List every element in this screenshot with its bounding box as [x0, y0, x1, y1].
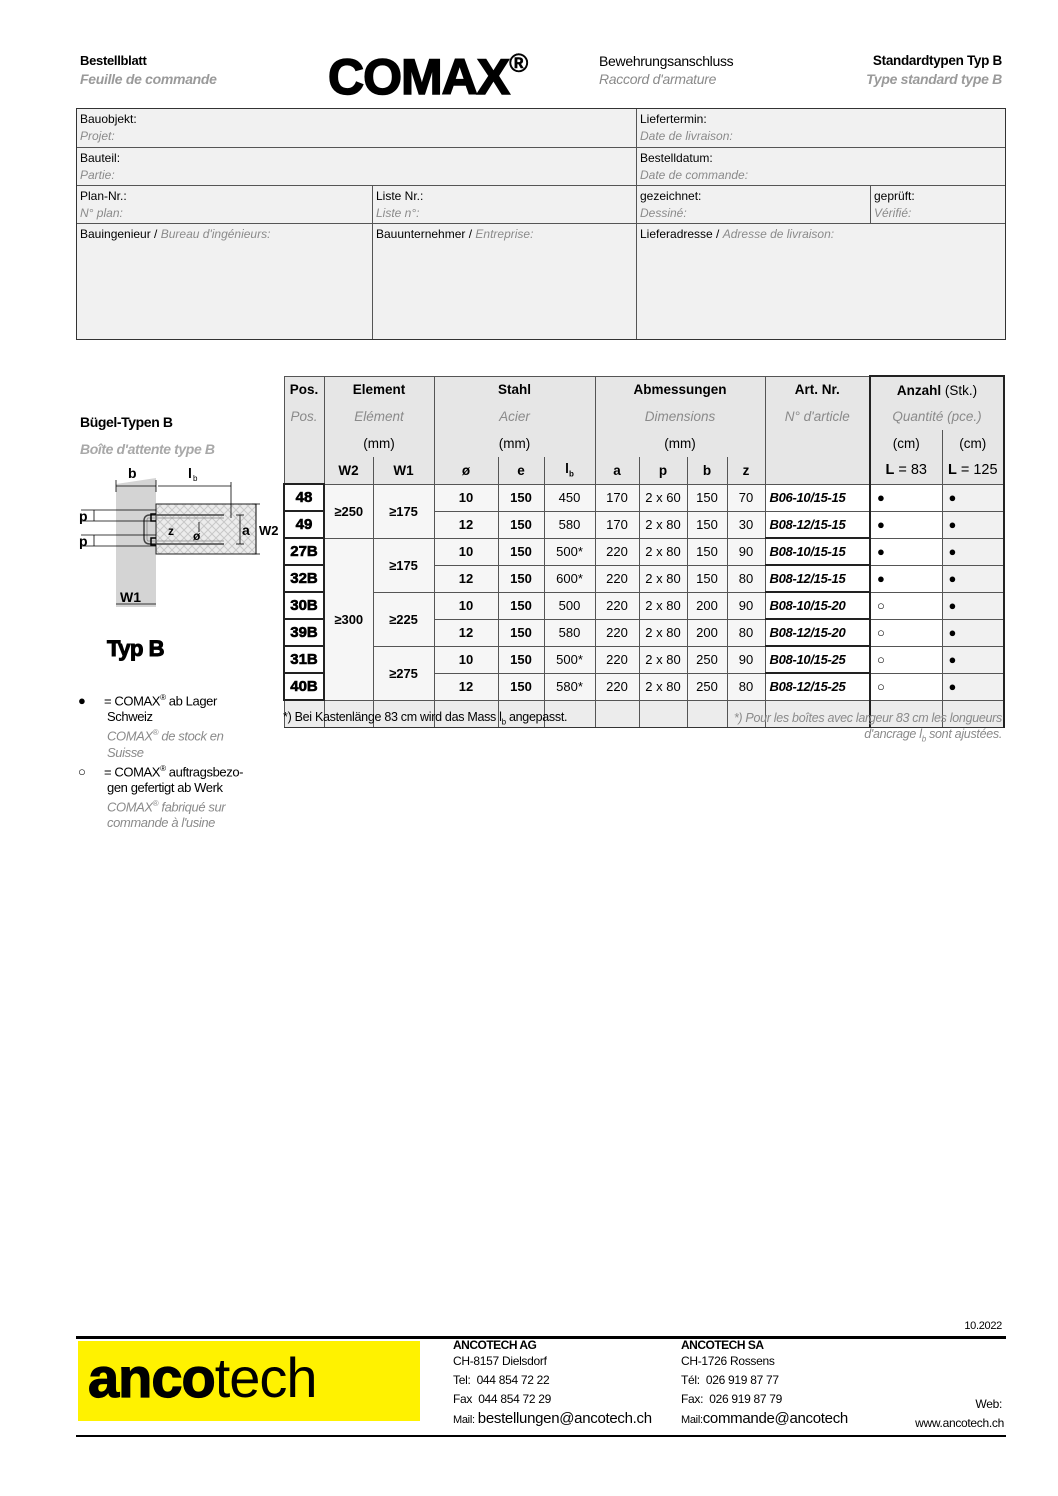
- dim-lb-label: l: [188, 465, 192, 481]
- quantity-125-input[interactable]: ●: [942, 619, 1004, 646]
- field-bauunternehmer[interactable]: [373, 224, 637, 339]
- table-row: [284, 646, 1004, 673]
- type-fr: Type standard type B: [866, 71, 1002, 87]
- mail-label: Mail:: [681, 1414, 703, 1426]
- z-cell: 80: [727, 565, 765, 592]
- table-row: [284, 484, 1004, 511]
- p-cell: 2 x 80: [639, 511, 687, 538]
- a-cell: 220: [595, 619, 639, 646]
- footnote-fr: [662, 710, 1002, 748]
- field-liefertermin[interactable]: [637, 109, 1005, 148]
- a-cell: 220: [595, 592, 639, 619]
- dim-w2-label: W2: [259, 523, 279, 538]
- footnote-de: [283, 710, 567, 727]
- label-fr: Date de livraison:: [640, 129, 733, 143]
- header-stahl-unit: (mm): [434, 430, 595, 457]
- phi-cell: 10: [434, 646, 498, 673]
- filled-dot-icon: ●: [78, 693, 86, 709]
- footnote-sub: b: [921, 734, 926, 744]
- empty-cell[interactable]: [595, 700, 639, 727]
- footnote-text-fr: d'ancrage l: [864, 727, 922, 741]
- field-bauobjekt[interactable]: [77, 109, 637, 148]
- logo-light: tech: [214, 1346, 317, 1409]
- label-de: geprüft:: [874, 189, 915, 203]
- header-abmessungen-fr: Dimensions: [595, 403, 765, 430]
- product-de: Bewehrungsanschluss: [599, 53, 734, 69]
- a-cell: 220: [595, 538, 639, 565]
- label-de: Bauteil:: [80, 151, 121, 165]
- field-bauteil[interactable]: [77, 148, 637, 186]
- fax-value: 026 919 87 79: [709, 1392, 783, 1406]
- a-cell: 170: [595, 484, 639, 511]
- article-number-cell: B08-12/15-25: [765, 673, 870, 700]
- e-cell: 150: [498, 538, 544, 565]
- e-cell: 150: [498, 565, 544, 592]
- legend-text-fr: Suisse: [107, 744, 144, 760]
- legend-text-fr: commande à l'usine: [107, 815, 216, 831]
- pos-cell: 32B: [284, 565, 324, 592]
- z-cell: 80: [727, 673, 765, 700]
- tel-label: Tel:: [453, 1373, 471, 1387]
- legend-text: = COMAX: [104, 693, 161, 709]
- header-abmessungen: Abmessungen: [595, 376, 765, 403]
- company-city: CH-8157 Dielsdorf: [453, 1354, 547, 1368]
- quantity-125-input[interactable]: ●: [942, 484, 1004, 511]
- header-p: p: [639, 457, 687, 484]
- product-fr: Raccord d'armature: [599, 71, 717, 87]
- quantity-125-input[interactable]: ●: [942, 565, 1004, 592]
- header-stahl: Stahl: [434, 376, 595, 403]
- l-value: = 125: [956, 462, 998, 479]
- dim-phi-label: ø: [193, 529, 201, 543]
- anzahl-unit: (Stk.): [941, 382, 978, 398]
- label-de: Bauobjekt:: [80, 112, 137, 126]
- dim-w1-label: W1: [120, 589, 141, 605]
- b-cell: 150: [687, 511, 727, 538]
- b-cell: 200: [687, 619, 727, 646]
- lb-cell: 580: [544, 619, 595, 646]
- quantity-125-input[interactable]: ●: [942, 592, 1004, 619]
- article-number-cell: B08-12/15-15: [765, 565, 870, 592]
- b-cell: 200: [687, 592, 727, 619]
- quantity-83-input[interactable]: ●: [870, 484, 942, 511]
- phi-cell: 12: [434, 673, 498, 700]
- dim-p1-label: p: [79, 508, 88, 524]
- w1-cell: ≥175: [373, 538, 434, 592]
- field-gezeichnet[interactable]: [637, 186, 871, 224]
- b-cell: 150: [687, 484, 727, 511]
- l-value: = 83: [894, 462, 927, 479]
- mail-link[interactable]: bestellungen@ancotech.ch: [477, 1410, 652, 1427]
- a-cell: 220: [595, 565, 639, 592]
- field-bestelldatum[interactable]: [637, 148, 1005, 186]
- dim-a-label: a: [242, 522, 250, 538]
- label-fr: Liste n°:: [376, 206, 420, 220]
- label-de: Bauingenieur /: [80, 227, 161, 241]
- web-link[interactable]: www.ancotech.ch: [915, 1416, 1004, 1430]
- w1-cell: ≥275: [373, 646, 434, 700]
- tel-label: Tél:: [681, 1373, 700, 1387]
- p-cell: 2 x 80: [639, 673, 687, 700]
- field-lieferadresse[interactable]: [637, 224, 1005, 339]
- contact-ag: [453, 1338, 652, 1430]
- legend-item-stock: [78, 690, 278, 761]
- lb-cell: 500*: [544, 538, 595, 565]
- quantity-125-input[interactable]: ●: [942, 511, 1004, 538]
- b-cell: 150: [687, 565, 727, 592]
- header-pos-fr: Pos.: [284, 403, 324, 430]
- hollow-dot-icon: ○: [78, 763, 86, 779]
- footnote-text-fr: sont ajustées.: [925, 727, 1002, 741]
- pos-cell: 39B: [284, 619, 324, 646]
- quantity-83-input[interactable]: ○: [870, 646, 942, 673]
- label-de: Plan-Nr.:: [80, 189, 127, 203]
- b-cell: 250: [687, 646, 727, 673]
- lb-cell: 600*: [544, 565, 595, 592]
- table-row: [284, 538, 1004, 565]
- mail-label: Mail:: [453, 1414, 475, 1426]
- buegel-diagram: [76, 462, 281, 607]
- a-cell: 220: [595, 646, 639, 673]
- quantity-125-input[interactable]: ●: [942, 538, 1004, 565]
- legend-sup: ®: [160, 763, 166, 773]
- web-label: Web:: [975, 1397, 1002, 1411]
- header-b: b: [687, 457, 727, 484]
- pos-cell: 27B: [284, 538, 324, 565]
- doc-type-de: Bestellblatt: [80, 53, 147, 68]
- header-element-fr: Elément: [324, 403, 434, 430]
- a-cell: 170: [595, 511, 639, 538]
- label-de: Liefertermin:: [640, 112, 707, 126]
- article-number-cell: B08-12/15-20: [765, 619, 870, 646]
- label-fr: N° plan:: [80, 206, 123, 220]
- dim-b-label: b: [128, 465, 137, 481]
- legend-text: = COMAX: [104, 763, 161, 779]
- quantity-83-input[interactable]: ●: [870, 538, 942, 565]
- pos-cell: 30B: [284, 592, 324, 619]
- header-art-nr-fr: N° d'article: [765, 403, 870, 430]
- a-cell: 220: [595, 673, 639, 700]
- contact-sa: [681, 1338, 848, 1430]
- symbol-legend: [78, 690, 278, 831]
- p-cell: 2 x 80: [639, 565, 687, 592]
- brand-name: COMAX: [328, 49, 510, 105]
- legend-text-fr: de stock en: [158, 728, 224, 744]
- quantity-125-input[interactable]: ●: [942, 673, 1004, 700]
- anzahl-fr: Quantité: [892, 409, 944, 424]
- registered-mark: ®: [509, 48, 528, 79]
- ancotech-logo: [78, 1341, 420, 1421]
- quantity-125-input[interactable]: ●: [942, 646, 1004, 673]
- legend-text-fr: COMAX: [107, 799, 153, 815]
- header-e: e: [498, 457, 544, 484]
- legend-text: gen gefertigt ab Werk: [107, 779, 223, 795]
- company-name: ANCOTECH SA: [681, 1338, 764, 1352]
- pos-cell: 49: [284, 511, 324, 538]
- footnote-sub: b: [501, 717, 506, 727]
- e-cell: 150: [498, 619, 544, 646]
- lb-letter: l: [565, 461, 569, 477]
- quantity-83-input[interactable]: ●: [870, 511, 942, 538]
- field-plan-nr[interactable]: [77, 186, 373, 224]
- article-number-cell: B08-10/15-20: [765, 592, 870, 619]
- phi-cell: 10: [434, 538, 498, 565]
- phi-cell: 10: [434, 484, 498, 511]
- footer-bottom-rule: [76, 1435, 1006, 1437]
- header-cm-125: (cm): [942, 430, 1004, 457]
- legend-text-fr: fabriqué sur: [158, 799, 226, 815]
- lb-cell: 500*: [544, 646, 595, 673]
- z-cell: 30: [727, 511, 765, 538]
- buegel-title-de: Bügel-Typen B: [80, 414, 173, 430]
- e-cell: 150: [498, 592, 544, 619]
- pos-cell: 40B: [284, 673, 324, 700]
- z-cell: 90: [727, 646, 765, 673]
- product-table: [283, 375, 1005, 728]
- quantity-83-input[interactable]: ○: [870, 592, 942, 619]
- p-cell: 2 x 80: [639, 538, 687, 565]
- quantity-83-input[interactable]: ○: [870, 619, 942, 646]
- quantity-83-input[interactable]: ○: [870, 673, 942, 700]
- header-z: z: [727, 457, 765, 484]
- order-form: [76, 108, 1006, 340]
- pos-cell: 48: [284, 484, 324, 511]
- p-cell: 2 x 80: [639, 646, 687, 673]
- legend-item-order: [78, 761, 278, 832]
- l-prefix: L: [947, 462, 957, 479]
- label-fr: Vérifié:: [874, 206, 912, 220]
- lb-cell: 580*: [544, 673, 595, 700]
- mail-link[interactable]: commande@ancotech: [702, 1410, 848, 1427]
- header-pos: Pos.: [284, 376, 324, 403]
- quantity-83-input[interactable]: ●: [870, 565, 942, 592]
- header-w1: W1: [373, 457, 434, 484]
- z-cell: 80: [727, 619, 765, 646]
- label-fr: Projet:: [80, 129, 115, 143]
- buegel-title-fr: Boîte d'attente type B: [80, 441, 215, 457]
- header-abmessungen-unit: (mm): [595, 430, 765, 457]
- fax-value: 044 854 72 29: [478, 1392, 552, 1406]
- b-cell: 250: [687, 673, 727, 700]
- phi-cell: 12: [434, 619, 498, 646]
- w2-cell: ≥250: [324, 484, 373, 538]
- field-geprueft[interactable]: [871, 186, 1005, 224]
- header-stahl-fr: Acier: [434, 403, 595, 430]
- fax-label: Fax: [453, 1392, 473, 1406]
- header-anzahl: [870, 376, 1004, 403]
- e-cell: 150: [498, 646, 544, 673]
- footnote-text: *) Bei Kastenlänge 83 cm wird das Mass l: [283, 710, 502, 724]
- header-element: Element: [324, 376, 434, 403]
- label-fr: Dessiné:: [640, 206, 687, 220]
- label-de: Bestelldatum:: [640, 151, 713, 165]
- article-number-cell: B08-10/15-15: [765, 538, 870, 565]
- label-de: Lieferadresse /: [640, 227, 723, 241]
- dim-z-label: z: [168, 524, 174, 538]
- e-cell: 150: [498, 511, 544, 538]
- z-cell: 90: [727, 538, 765, 565]
- article-number-cell: B06-10/15-15: [765, 484, 870, 511]
- phi-cell: 12: [434, 511, 498, 538]
- lb-cell: 500: [544, 592, 595, 619]
- header-cm-83: (cm): [870, 430, 942, 457]
- comax-logo: [328, 48, 528, 105]
- field-bauingenieur[interactable]: [77, 224, 373, 339]
- phi-cell: 12: [434, 565, 498, 592]
- lb-cell: 580: [544, 511, 595, 538]
- legend-sup: ®: [152, 728, 159, 738]
- lb-sub: b: [568, 470, 574, 480]
- header-w2: W2: [324, 457, 373, 484]
- e-cell: 150: [498, 673, 544, 700]
- header-phi: ø: [434, 457, 498, 484]
- legend-text: auftragsbezo-: [165, 763, 244, 779]
- header-art-nr: Art. Nr.: [765, 376, 870, 403]
- label-fr: Date de commande:: [640, 168, 749, 182]
- article-number-cell: B08-12/15-15: [765, 511, 870, 538]
- type-b-label: Typ B: [107, 636, 164, 661]
- header-a: a: [595, 457, 639, 484]
- header-lb: [544, 457, 595, 484]
- tel-value: 026 919 87 77: [705, 1373, 779, 1387]
- dim-p2-label: p: [79, 533, 88, 549]
- legend-text: Schweiz: [107, 709, 153, 725]
- header-l83: [870, 457, 942, 484]
- label-fr: Adresse de livraison:: [722, 227, 835, 241]
- doc-date: 10.2022: [964, 1320, 1002, 1332]
- p-cell: 2 x 80: [639, 619, 687, 646]
- b-cell: 150: [687, 538, 727, 565]
- legend-sup: ®: [160, 693, 166, 702]
- header-anzahl-fr: [870, 403, 1004, 430]
- label-de: Bauunternehmer /: [376, 227, 476, 241]
- logo-bold: anco: [88, 1346, 215, 1409]
- anzahl-de: Anzahl: [896, 382, 942, 398]
- footnote-text-fr: *) Pour les boîtes avec largeur 83 cm les longueurs: [733, 711, 1002, 725]
- e-cell: 150: [498, 484, 544, 511]
- label-fr: Partie:: [80, 168, 115, 182]
- z-cell: 70: [727, 484, 765, 511]
- label-fr: Entreprise:: [475, 227, 534, 241]
- label-fr: Bureau d'ingénieurs:: [160, 227, 271, 241]
- w1-cell: ≥175: [373, 484, 434, 538]
- anzahl-fr-unit: (pce.): [943, 409, 982, 424]
- dim-lb-sub: b: [193, 474, 198, 483]
- phi-cell: 10: [434, 592, 498, 619]
- w2-cell: ≥300: [324, 538, 373, 700]
- footnote-text: angepasst.: [505, 710, 568, 724]
- type-de: Standardtypen Typ B: [872, 53, 1002, 68]
- w1-cell: ≥225: [373, 592, 434, 646]
- legend-text: ab Lager: [165, 693, 217, 709]
- legend-sup: ®: [152, 798, 159, 808]
- label-de: Liste Nr.:: [376, 189, 424, 203]
- tel-value: 044 854 72 22: [476, 1373, 550, 1387]
- article-number-cell: B08-10/15-25: [765, 646, 870, 673]
- p-cell: 2 x 60: [639, 484, 687, 511]
- company-city: CH-1726 Rossens: [681, 1354, 775, 1368]
- z-cell: 90: [727, 592, 765, 619]
- table-row: [284, 592, 1004, 619]
- legend-text-fr: COMAX: [107, 728, 153, 744]
- doc-type-fr: Feuille de commande: [80, 71, 217, 87]
- header-l125: [942, 457, 1004, 484]
- p-cell: 2 x 80: [639, 592, 687, 619]
- lb-cell: 450: [544, 484, 595, 511]
- pos-cell: 31B: [284, 646, 324, 673]
- header-element-unit: (mm): [324, 430, 434, 457]
- company-name: ANCOTECH AG: [453, 1338, 537, 1352]
- wall-shape: [116, 478, 156, 607]
- field-liste-nr[interactable]: [373, 186, 637, 224]
- label-de: gezeichnet:: [640, 189, 702, 203]
- fax-label: Fax:: [681, 1392, 704, 1406]
- l-prefix: L: [885, 462, 895, 479]
